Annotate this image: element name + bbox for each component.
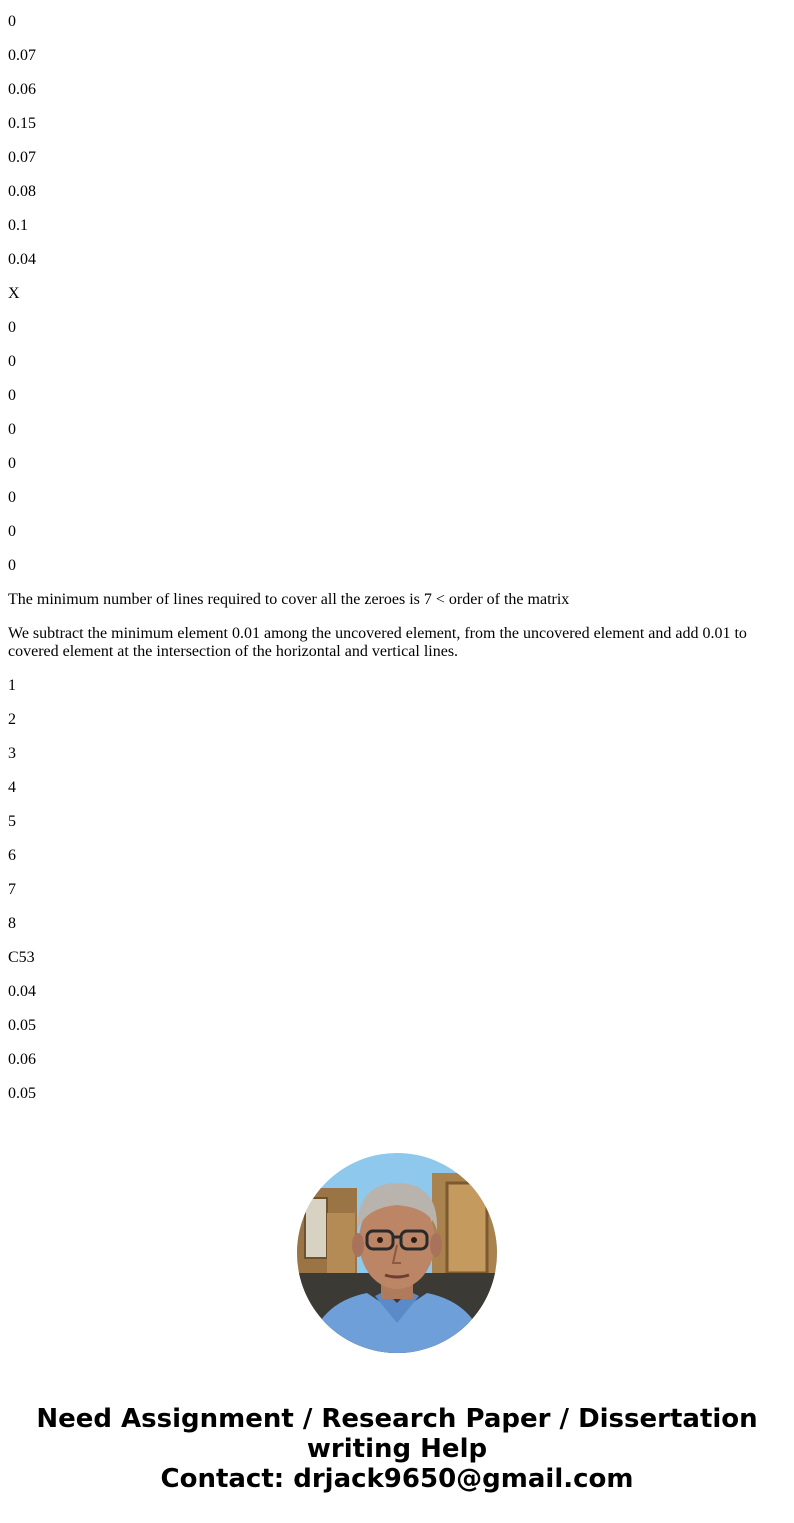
text-line: 0.1 [8, 217, 28, 234]
contact-banner [0, 1404, 794, 1494]
text-line: 0 [8, 319, 16, 336]
document-body [8, 13, 786, 1119]
text-line: 6 [8, 847, 16, 864]
text-line: C53 [8, 949, 35, 966]
text-line: 0.07 [8, 47, 36, 64]
lines-cover-statement: The minimum number of lines required to cover all the zeroes is 7 < order of the matrix [8, 591, 570, 608]
banner-line-2: writing Help [306, 1434, 488, 1464]
avatar-portrait [297, 1153, 497, 1353]
text-line: 2 [8, 711, 16, 728]
text-line: 0 [8, 13, 16, 30]
text-line: 0 [8, 421, 16, 438]
text-line: 4 [8, 779, 16, 796]
text-line: 0.05 [8, 1017, 36, 1034]
contact-email: Contact: drjack9650@gmail.com [160, 1464, 634, 1494]
text-line: 0 [8, 489, 16, 506]
text-line: 0 [8, 387, 16, 404]
subtraction-explanation: We subtract the minimum element 0.01 among the uncovered element, from the uncovered element and add 0.01 to covered element at the intersection of the horizontal and vertical lines. [8, 625, 747, 660]
text-line: X [8, 285, 20, 302]
text-line: 0.15 [8, 115, 36, 132]
text-line: 0.06 [8, 81, 36, 98]
text-line: 0 [8, 353, 16, 370]
text-line: 0.07 [8, 149, 36, 166]
text-line: 0 [8, 523, 16, 540]
text-line: 0.04 [8, 251, 36, 268]
text-line: 0.05 [8, 1085, 36, 1102]
author-avatar [297, 1153, 497, 1353]
text-line: 8 [8, 915, 16, 932]
text-line: 1 [8, 677, 16, 694]
text-line: 5 [8, 813, 16, 830]
text-line: 0 [8, 557, 16, 574]
text-line: 0 [8, 455, 16, 472]
banner-line-1: Need Assignment / Research Paper / Dissertation [36, 1404, 758, 1434]
text-line: 0.06 [8, 1051, 36, 1068]
text-line: 0.04 [8, 983, 36, 1000]
text-line: 0.08 [8, 183, 36, 200]
text-line: 7 [8, 881, 16, 898]
text-line: 3 [8, 745, 16, 762]
